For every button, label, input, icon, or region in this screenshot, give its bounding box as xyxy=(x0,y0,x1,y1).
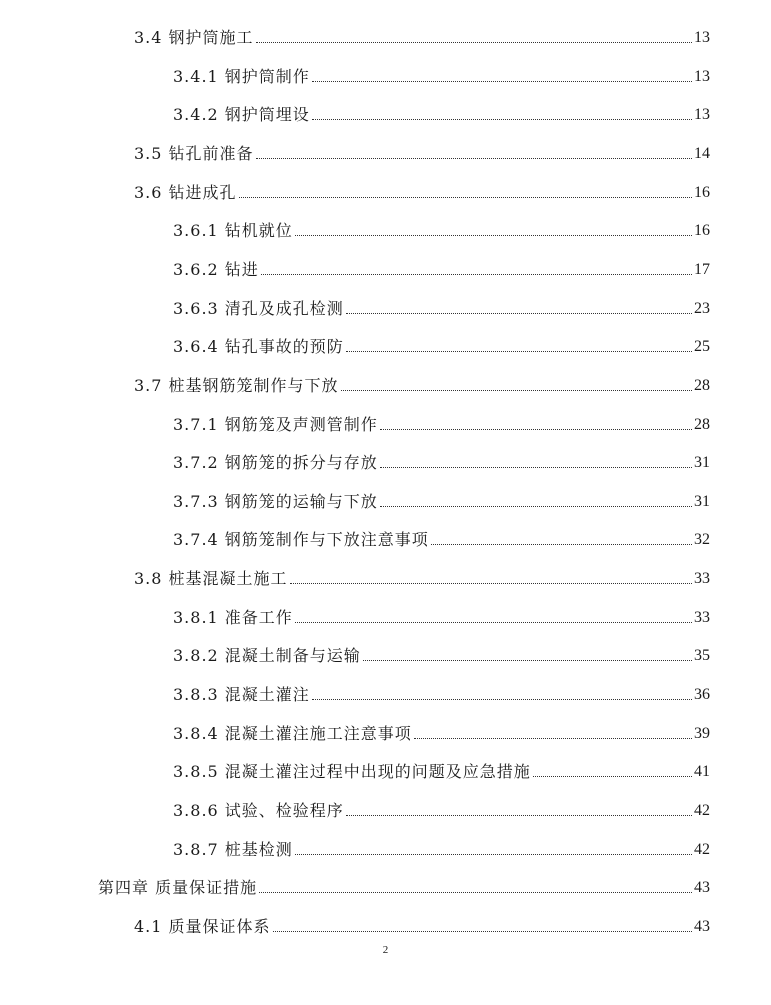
toc-entry-title: 3.8.7 桩基检测 xyxy=(173,839,293,859)
toc-entry-title: 第四章 质量保证措施 xyxy=(98,878,258,898)
toc-entry-page: 42 xyxy=(694,840,710,858)
toc-entry-title: 3.8 桩基混凝土施工 xyxy=(134,569,288,589)
toc-entry[interactable] xyxy=(173,254,710,280)
toc-entry-title: 3.4.2 钢护筒埋设 xyxy=(173,105,310,125)
toc-entry[interactable] xyxy=(134,177,710,203)
toc-entry-page: 13 xyxy=(694,67,710,85)
toc-entry[interactable] xyxy=(173,524,710,550)
toc-entry[interactable] xyxy=(134,22,710,48)
toc-entry-title: 3.8.3 混凝土灌注 xyxy=(173,685,310,705)
toc-entry-page: 42 xyxy=(694,802,710,819)
toc-dot-leader xyxy=(533,776,692,777)
toc-entry[interactable] xyxy=(173,293,710,319)
toc-entry-page: 14 xyxy=(694,144,710,162)
toc-dot-leader xyxy=(346,815,692,816)
toc-entry-page: 16 xyxy=(694,183,710,201)
toc-entry[interactable] xyxy=(173,486,710,512)
toc-entry-page: 28 xyxy=(694,376,710,394)
toc-entry-page: 39 xyxy=(694,724,710,742)
toc-entry-title: 3.8.6 试验、检验程序 xyxy=(173,801,344,820)
toc-dot-leader xyxy=(239,197,692,198)
toc-entry-page: 28 xyxy=(694,415,710,433)
toc-entry-title: 3.6.4 钻孔事故的预防 xyxy=(173,337,344,357)
toc-entry-title: 3.7.1 钢筋笼及声测管制作 xyxy=(173,414,378,434)
toc-dot-leader xyxy=(414,738,692,739)
toc-entry-page: 43 xyxy=(694,879,710,897)
toc-dot-leader xyxy=(380,467,692,468)
toc-dot-leader xyxy=(346,351,692,352)
toc-dot-leader xyxy=(290,583,692,584)
toc-entry-page: 33 xyxy=(694,570,710,588)
toc-entry-title: 3.7.4 钢筋笼制作与下放注意事项 xyxy=(173,530,429,550)
toc-entry-page: 31 xyxy=(694,454,710,472)
toc-entry-title: 3.6.2 钻进 xyxy=(173,259,259,279)
toc-entry-page: 23 xyxy=(694,299,710,317)
toc-entry-title: 3.8.1 准备工作 xyxy=(173,607,293,627)
toc-entry-title: 3.7.3 钢筋笼的运输与下放 xyxy=(173,491,378,511)
toc-entry-title: 3.8.5 混凝土灌注过程中出现的问题及应急措施 xyxy=(173,762,531,782)
toc-entry-page: 31 xyxy=(694,492,710,510)
toc-entry[interactable] xyxy=(173,795,710,821)
toc-entry-page: 43 xyxy=(694,917,710,935)
toc-entry[interactable] xyxy=(173,640,710,666)
toc-entry-page: 32 xyxy=(694,531,710,549)
toc-dot-leader xyxy=(259,892,692,893)
toc-entry-page: 13 xyxy=(694,106,710,124)
toc-entry-page: 35 xyxy=(694,647,710,665)
toc-entry-title: 3.6.1 钻机就位 xyxy=(173,221,293,241)
toc-entry[interactable] xyxy=(134,138,710,164)
toc-entry-title: 3.5 钻孔前准备 xyxy=(134,143,254,163)
toc-dot-leader xyxy=(312,699,692,700)
toc-dot-leader xyxy=(312,81,692,82)
toc-entry-page: 25 xyxy=(694,338,710,356)
toc-dot-leader xyxy=(295,622,692,623)
toc-dot-leader xyxy=(295,235,692,236)
toc-dot-leader xyxy=(363,660,692,661)
toc-entry[interactable] xyxy=(173,718,710,744)
toc-entry-title: 3.6.3 清孔及成孔检测 xyxy=(173,298,344,318)
toc-entry[interactable] xyxy=(173,679,710,705)
toc-entry-page: 36 xyxy=(694,686,710,704)
toc-entry-title: 3.7 桩基钢筋笼制作与下放 xyxy=(134,375,339,395)
toc-entry[interactable] xyxy=(173,215,710,241)
toc-dot-leader xyxy=(380,506,692,507)
toc-entry[interactable] xyxy=(173,61,710,87)
toc-dot-leader xyxy=(295,854,692,855)
toc-entry[interactable] xyxy=(134,911,710,937)
toc-entry-page: 17 xyxy=(694,260,710,278)
page-number: 2 xyxy=(382,944,389,956)
toc-entry-title: 3.8.4 混凝土灌注施工注意事项 xyxy=(173,723,412,743)
toc-entry-title: 3.4.1 钢护筒制作 xyxy=(173,66,310,86)
toc-entry-title: 3.7.2 钢筋笼的拆分与存放 xyxy=(173,453,378,473)
toc-entry-page: 33 xyxy=(694,608,710,626)
toc-entry[interactable] xyxy=(173,834,710,860)
toc-dot-leader xyxy=(312,119,692,120)
toc-entry-page: 13 xyxy=(694,29,710,46)
toc-entry-title: 3.8.2 混凝土制备与运输 xyxy=(173,646,361,666)
toc-entry[interactable] xyxy=(173,602,710,628)
toc-entry-title: 3.6 钻进成孔 xyxy=(134,182,237,202)
toc-dot-leader xyxy=(261,274,692,275)
toc-dot-leader xyxy=(431,544,692,545)
toc-dot-leader xyxy=(346,313,692,314)
toc-entry-title: 3.4 钢护筒施工 xyxy=(134,28,254,47)
toc-entry[interactable] xyxy=(134,370,710,396)
toc-entry[interactable] xyxy=(173,756,710,782)
toc-dot-leader xyxy=(256,42,692,43)
toc-entry[interactable] xyxy=(173,99,710,125)
toc-entry[interactable] xyxy=(173,331,710,357)
toc-entry[interactable] xyxy=(173,409,710,435)
toc-entry-title: 4.1 质量保证体系 xyxy=(134,916,271,936)
toc-entry[interactable] xyxy=(98,872,710,898)
toc-entry[interactable] xyxy=(173,447,710,473)
toc-dot-leader xyxy=(341,390,692,391)
toc-dot-leader xyxy=(273,931,692,932)
toc-entry-page: 16 xyxy=(694,222,710,240)
toc-dot-leader xyxy=(380,429,692,430)
toc-dot-leader xyxy=(256,158,692,159)
toc-entry[interactable] xyxy=(134,563,710,589)
toc-entry-page: 41 xyxy=(694,763,710,781)
